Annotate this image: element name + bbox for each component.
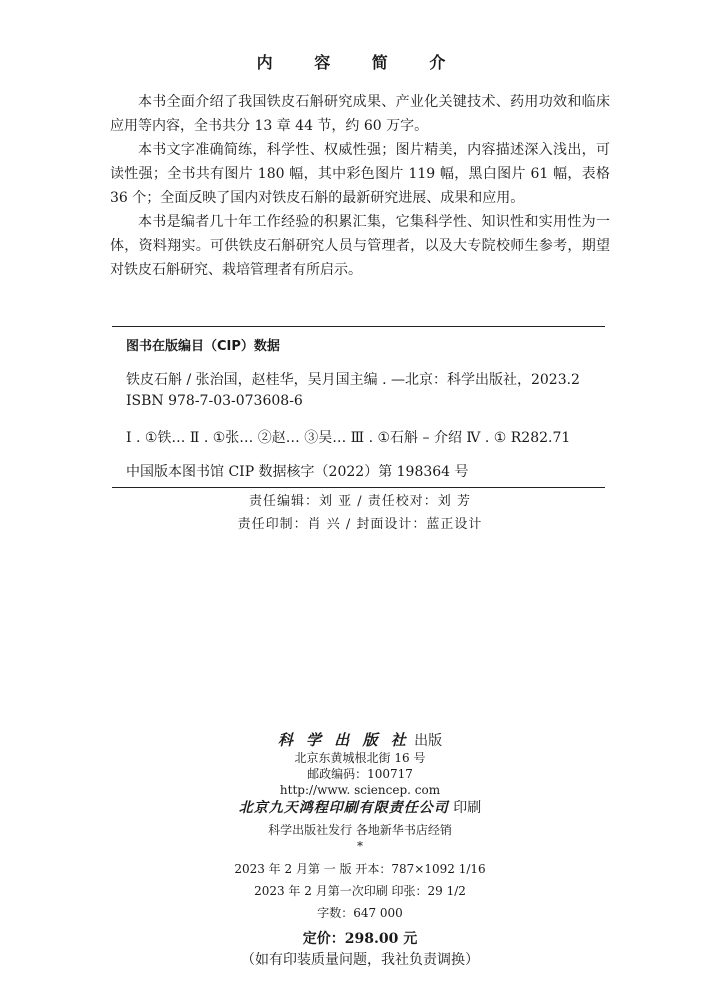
publisher-line <box>0 730 720 750</box>
intro-paragraph: 本书是编者几十年工作经验的积累汇集，它集科学性、知识性和实用性为一体，资料翔实。可供铁皮石斛研究人员与管理者，以及大专院校师生参考，期望对铁皮石斛研究、栽培管理者有所启示。 <box>110 214 610 278</box>
publisher-info <box>0 730 720 970</box>
quality-note: （如有印装质量问题，我社负责调换） <box>241 952 479 968</box>
publisher-website: http://www. sciencep. com <box>279 783 441 797</box>
publisher-name: 科 学 出 版 社 <box>277 731 410 749</box>
price-line: 定价：298.00 元 <box>302 931 418 947</box>
cip-record-number: 中国版本图书馆 CIP 数据核字（2022）第 198364 号 <box>126 464 469 480</box>
cip-heading: 图书在版编目（CIP）数据 <box>126 339 280 354</box>
editor-line: 责任印制：肖 兴 / 封面设计：蓝正设计 <box>237 517 483 532</box>
editors-credits <box>0 490 720 536</box>
wordcount-line: 字数：647 000 <box>317 906 403 920</box>
cip-data-box <box>112 326 605 488</box>
editor-line: 责任编辑：刘 亚 / 责任校对：刘 芳 <box>249 494 471 509</box>
distribution-line: 科学出版社发行 各地新华书店经销 <box>268 823 452 837</box>
printer-line <box>0 798 720 818</box>
printer-name: 北京九天鸿程印刷有限责任公司 <box>238 800 449 816</box>
page-title: 内 容 简 介 <box>256 53 464 72</box>
edition-line: 2023 年 2 月第 一 版 开本：787×1092 1/16 <box>234 862 486 876</box>
cip-citation: 铁皮石斛 / 张治国，赵桂华，吴月国主编 . —北京：科学出版社，2023.2 <box>126 372 580 388</box>
publisher-name-suffix: 出版 <box>409 733 443 749</box>
printer-suffix: 印刷 <box>448 800 482 816</box>
publisher-address: 北京东黄城根北街 16 号 <box>294 751 426 765</box>
cip-isbn: ISBN 978-7-03-073608-6 <box>126 393 303 409</box>
separator-star: * <box>357 839 363 853</box>
intro-paragraph: 本书全面介绍了我国铁皮石斛研究成果、产业化关键技术、药用功效和临床应用等内容，全书共分 13 章 44 节，约 60 万字。 <box>110 94 610 134</box>
intro-paragraph: 本书文字准确简练，科学性、权威性强；图片精美，内容描述深入浅出，可读性强；全书共有图片 180 幅，其中彩色图片 119 幅，黑白图片 61 幅，表格 36 个；全面反映了国内对铁皮石斛的最新研究进展、成果和应用。 <box>110 142 610 206</box>
cip-classification: Ⅰ . ①铁… Ⅱ . ①张… ②赵… ③吴… Ⅲ . ①石斛 – 介绍 Ⅳ . ① R282.71 <box>126 430 571 446</box>
publisher-postcode: 邮政编码：100717 <box>307 767 413 781</box>
printing-line: 2023 年 2 月第一次印刷 印张：29 1/2 <box>254 884 466 898</box>
intro-section <box>110 90 610 282</box>
